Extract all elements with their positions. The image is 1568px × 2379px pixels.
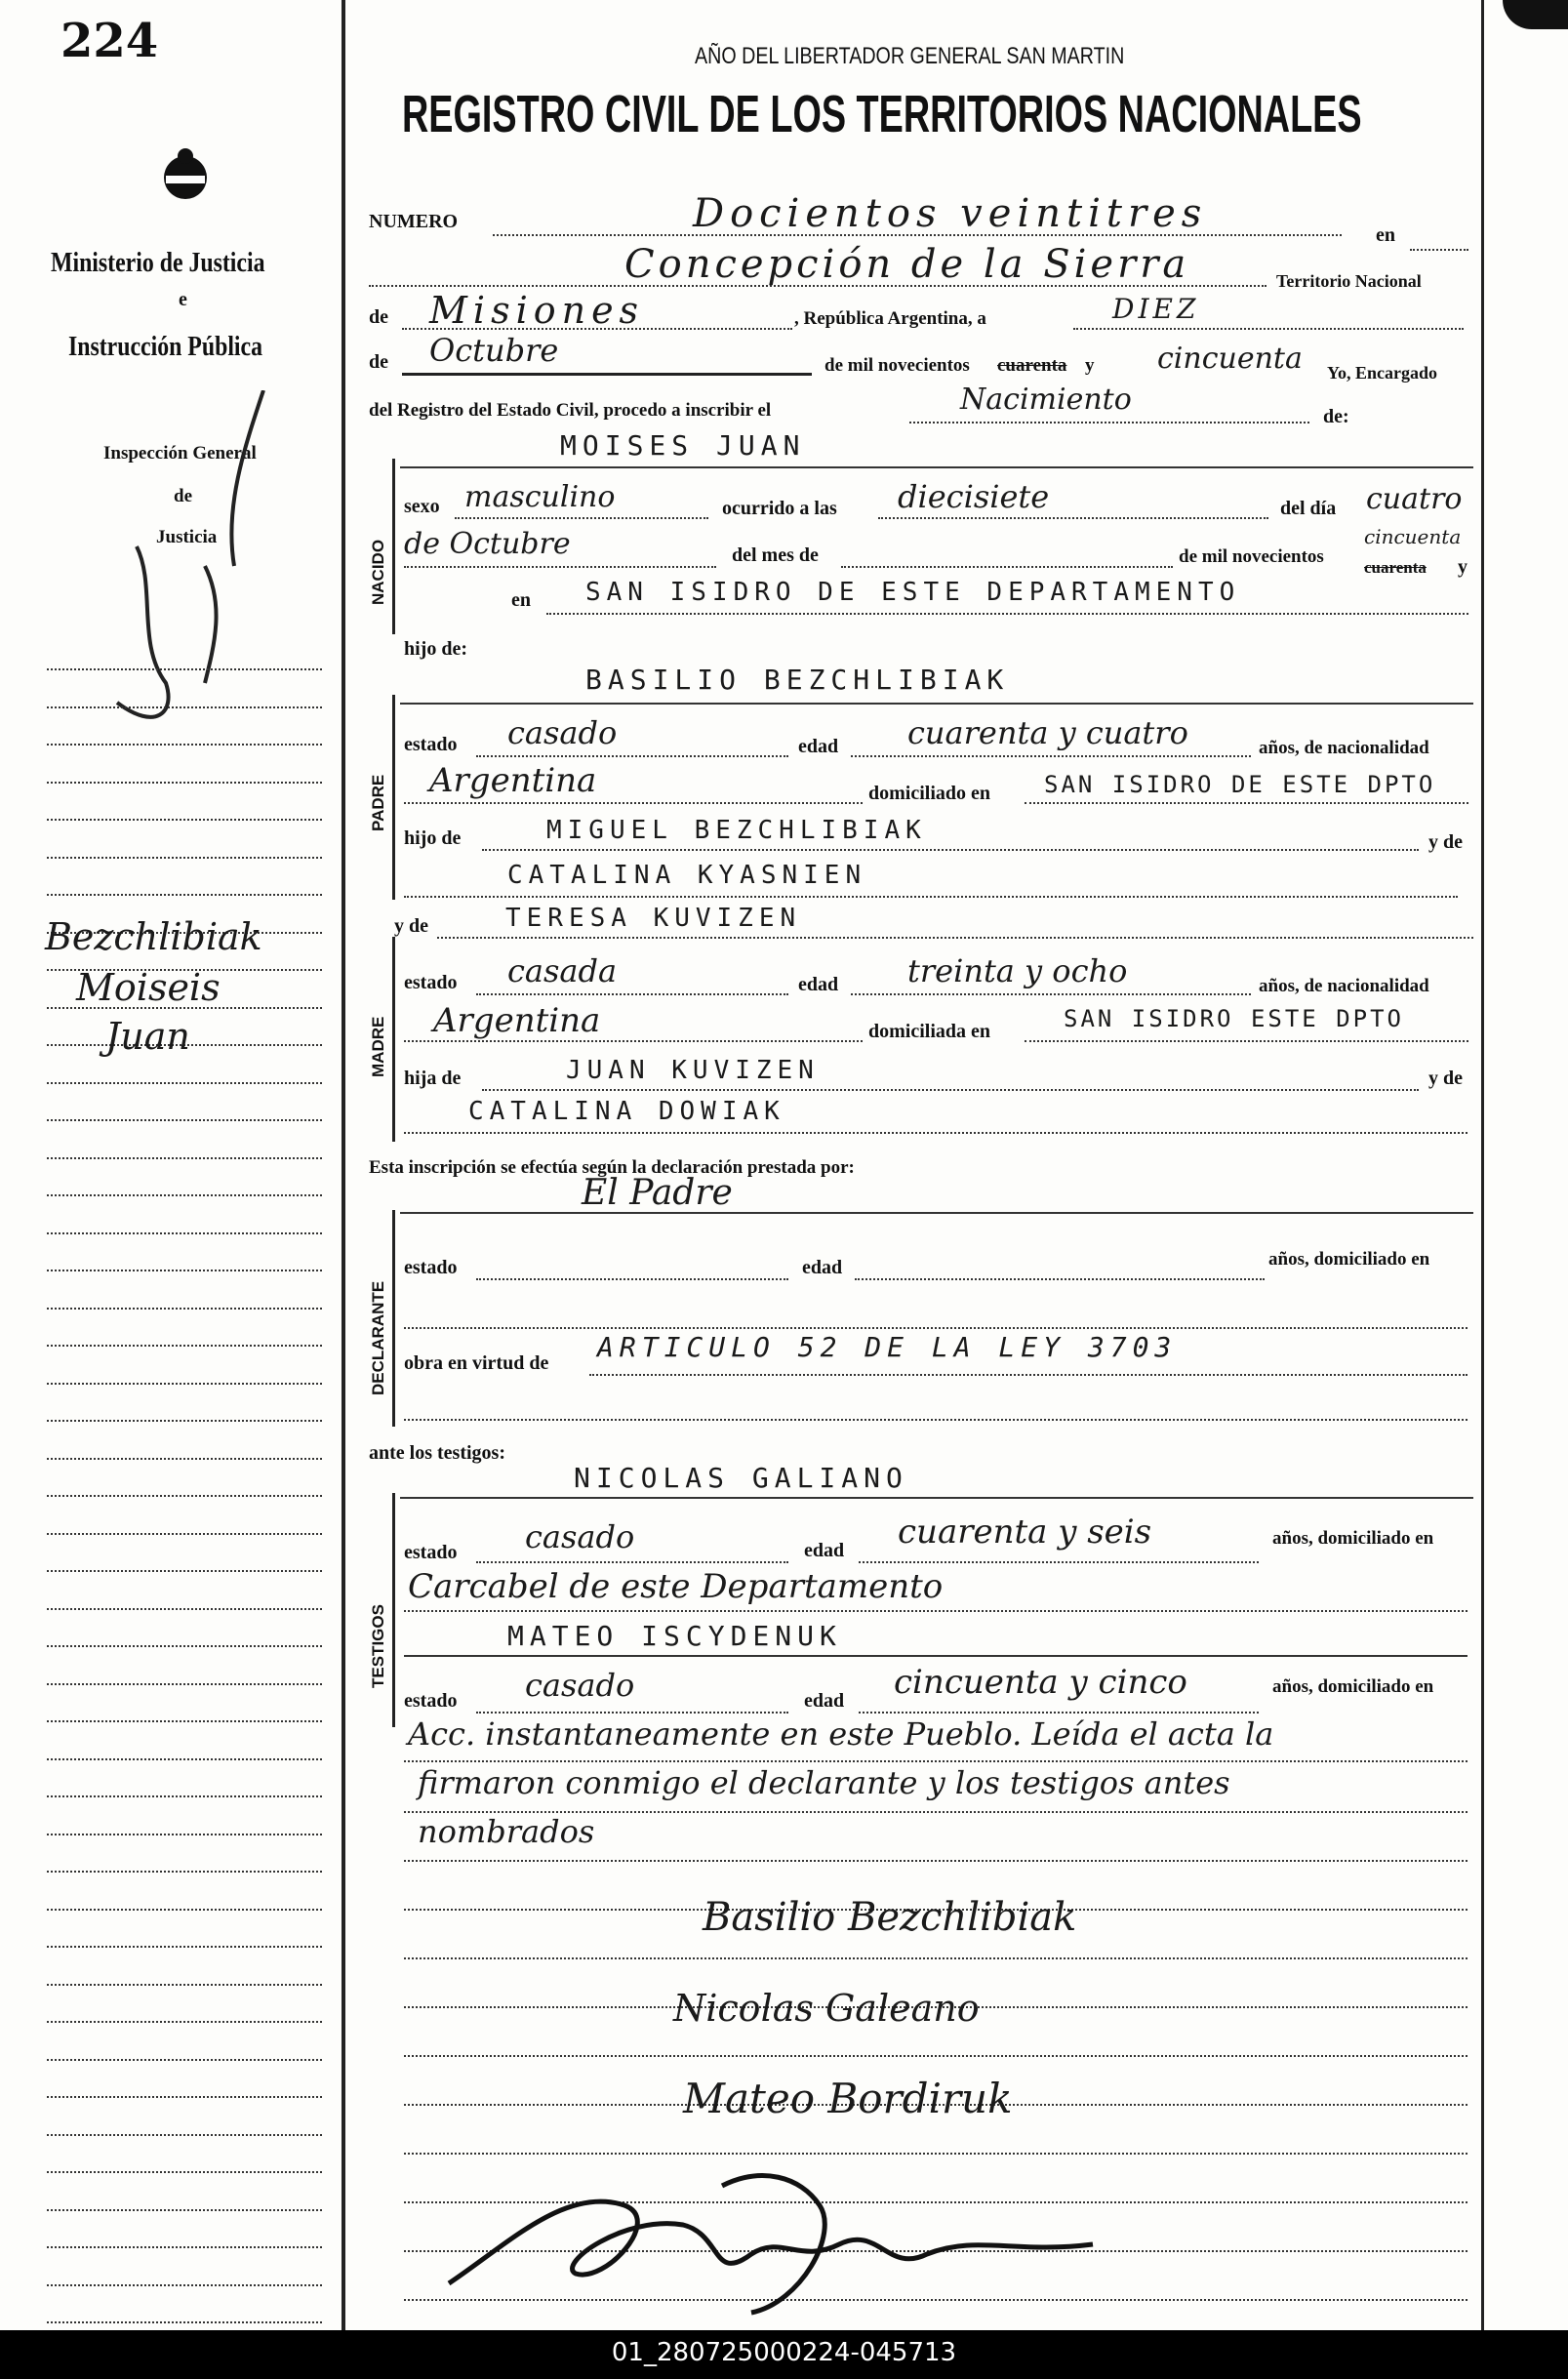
field-declarante: El Padre — [582, 1173, 733, 1213]
section-testigos: TESTIGOS — [369, 1604, 387, 1688]
margin-line — [47, 2059, 322, 2061]
label-sexo: sexo — [404, 496, 440, 517]
margin-line — [47, 1119, 322, 1121]
margin-line — [47, 744, 322, 746]
label-del-registro: del Registro del Estado Civil, procedo a inscribir el — [369, 400, 772, 421]
label-inscripcion: Esta inscripción se efectúa según la declaración prestada por: — [369, 1157, 855, 1178]
field-testigo1-edad: cuarenta y seis — [898, 1512, 1152, 1552]
label-decl-estado: estado — [404, 1257, 458, 1278]
closing-line3: nombrados — [418, 1813, 595, 1850]
field-obra: ARTICULO 52 DE LA LEY 3703 — [597, 1331, 1178, 1363]
margin-line — [47, 1082, 322, 1084]
margin-line — [47, 1232, 322, 1234]
field-madre-nombre: TERESA KUVIZEN — [505, 904, 802, 933]
label-del-mes: del mes de — [732, 544, 819, 566]
margin-line — [47, 2096, 322, 2098]
margin-line — [47, 1834, 322, 1835]
corner-mark — [1503, 0, 1568, 29]
label-padre-estado: estado — [404, 734, 458, 755]
label-y-2: y — [1458, 556, 1467, 578]
margin-line — [47, 1194, 322, 1196]
ministry-line2: e — [179, 289, 187, 310]
label-madre-anos: años, de nacionalidad — [1259, 976, 1429, 996]
closing-line1: Acc. instantaneamente en este Pueblo. Leída el acta la — [408, 1715, 1274, 1753]
field-padre-madre: CATALINA KYASNIEN — [507, 861, 867, 890]
label-de-mil: de mil novecientos — [824, 355, 970, 376]
label-numero: NUMERO — [369, 211, 459, 232]
label-decl-anos: años, domiciliado en — [1268, 1249, 1430, 1270]
right-border — [1481, 0, 1484, 2330]
field-padre-nombre: BASILIO BEZCHLIBIAK — [585, 664, 1010, 696]
label-en-nac: en — [511, 589, 531, 611]
field-dia: DIEZ — [1112, 293, 1200, 325]
label-territorio: Territorio Nacional — [1276, 271, 1422, 291]
label-cuarenta-2: cuarenta — [1364, 558, 1427, 577]
label-t1-anos: años, domiciliado en — [1272, 1528, 1434, 1549]
label-de-mil-2: de mil novecientos — [1179, 546, 1324, 567]
field-numero: Docientos veintitres — [693, 191, 1208, 236]
label-de-2: de — [369, 351, 388, 373]
margin-line — [47, 1157, 322, 1159]
label-madre-hija-de: hija de — [404, 1068, 462, 1089]
margin-line — [47, 1308, 322, 1310]
margin-name-first: Moiseis — [76, 966, 221, 1009]
ministry-line1: Ministerio de Justicia — [51, 248, 265, 278]
margin-line — [47, 1383, 322, 1385]
margin-line — [47, 1270, 322, 1271]
field-sexo: masculino — [464, 480, 616, 514]
label-t2-estado: estado — [404, 1690, 458, 1712]
margin-line — [47, 1458, 322, 1460]
margin-line — [47, 2321, 322, 2323]
margin-line — [47, 819, 322, 821]
label-madre-edad: edad — [798, 974, 839, 995]
label-madre-dom: domiciliada en — [868, 1021, 991, 1042]
label-padre-y-de: y de — [1428, 831, 1463, 853]
margin-line — [47, 706, 322, 708]
field-madre-nac: Argentina — [433, 1001, 601, 1040]
field-mes: Octubre — [429, 332, 559, 369]
field-testigo1-estado: casado — [525, 1518, 635, 1555]
label-de-colon: de: — [1323, 406, 1349, 427]
field-lugar-nac: SAN ISIDRO DE ESTE DEPARTAMENTO — [585, 578, 1241, 607]
section-declarante: DECLARANTE — [369, 1280, 387, 1395]
section-madre: MADRE — [369, 1016, 387, 1077]
signature-witness2: Mateo Bordiruk — [683, 2075, 1013, 2122]
field-madre-estado: casada — [507, 952, 618, 989]
margin-line — [47, 1420, 322, 1422]
signature-witness1: Nicolas Galeano — [673, 1987, 980, 2030]
label-t1-estado: estado — [404, 1542, 458, 1563]
margin-line — [47, 1909, 322, 1911]
field-mes-nac: de Octubre — [404, 527, 571, 561]
registry-title: REGISTRO CIVIL DE LOS TERRITORIOS NACIONALES — [402, 85, 1362, 143]
margin-line — [47, 1533, 322, 1535]
field-territorio: Misiones — [429, 289, 645, 332]
label-del-dia: del día — [1280, 498, 1337, 519]
inspection-line3: Justicia — [156, 527, 218, 547]
label-ante-testigos: ante los testigos: — [369, 1442, 505, 1464]
margin-line — [47, 1720, 322, 1722]
margin-line — [47, 2134, 322, 2136]
label-cuarenta-struck: cuarenta — [997, 355, 1067, 376]
label-obra: obra en virtud de — [404, 1352, 549, 1374]
margin-name-second: Juan — [105, 1015, 190, 1058]
margin-line — [47, 1984, 322, 1986]
year-motto: AÑO DEL LIBERTADOR GENERAL SAN MARTIN — [695, 43, 1125, 69]
field-nombre: MOISES JUAN — [560, 429, 806, 462]
field-padre-nac: Argentina — [429, 761, 597, 800]
field-testigo1-dom: Carcabel de este Departamento — [408, 1567, 944, 1606]
field-madre-madre: CATALINA DOWIAK — [468, 1097, 785, 1126]
field-tipo: Nacimiento — [960, 383, 1132, 417]
signature-father: Basilio Bezchlibiak — [703, 1895, 1077, 1940]
label-republica: , República Argentina, a — [794, 308, 986, 329]
section-nacido: NACIDO — [369, 539, 387, 605]
margin-line — [47, 1795, 322, 1797]
margin-separator — [342, 0, 345, 2330]
field-madre-dom: SAN ISIDRO ESTE DPTO — [1064, 1005, 1404, 1032]
field-padre-edad: cuarenta y cuatro — [907, 714, 1188, 751]
margin-line — [47, 1871, 322, 1873]
label-t1-edad: edad — [804, 1540, 845, 1561]
field-padre-estado: casado — [507, 714, 618, 751]
label-padre-edad: edad — [798, 736, 839, 757]
field-anio-nac: cincuenta — [1364, 525, 1462, 548]
page-number: 224 — [60, 14, 159, 68]
field-padre-padre: MIGUEL BEZCHLIBIAK — [546, 816, 927, 845]
field-madre-padre: JUAN KUVIZEN — [566, 1056, 820, 1085]
margin-line — [47, 857, 322, 859]
section-padre: PADRE — [369, 774, 387, 831]
label-hijo-de: hijo de: — [404, 638, 467, 660]
margin-line — [47, 1495, 322, 1497]
label-yo-encargado: Yo, Encargado — [1327, 363, 1438, 383]
label-decl-edad: edad — [802, 1257, 843, 1278]
field-testigo2-estado: casado — [525, 1667, 635, 1704]
label-t2-edad: edad — [804, 1690, 845, 1712]
margin-name-surname: Bezchlibiak — [45, 915, 262, 958]
field-madre-edad: treinta y ocho — [907, 952, 1128, 989]
field-hora: diecisiete — [898, 478, 1050, 515]
margin-line — [47, 2021, 322, 2023]
field-lugar: Concepción de la Sierra — [624, 242, 1190, 287]
margin-line — [47, 1570, 322, 1572]
label-madre-y-de: y de — [394, 915, 428, 937]
label-t2-anos: años, domiciliado en — [1272, 1676, 1434, 1697]
label-ocurrido: ocurrido a las — [722, 498, 837, 519]
field-anio: cincuenta — [1157, 342, 1303, 376]
margin-line — [47, 2171, 322, 2173]
margin-line — [47, 1645, 322, 1647]
margin-scribble — [98, 390, 273, 761]
label-en: en — [1376, 224, 1395, 246]
field-dia-nac: cuatro — [1366, 482, 1463, 516]
margin-line — [47, 894, 322, 896]
ministry-line3: Instrucción Pública — [68, 332, 263, 362]
margin-line — [47, 2246, 322, 2248]
margin-line — [47, 1345, 322, 1347]
label-madre-y-de-2: y de — [1428, 1068, 1463, 1089]
field-testigo2: MATEO ISCYDENUK — [507, 1620, 842, 1652]
field-testigo2-edad: cincuenta y cinco — [894, 1663, 1187, 1702]
margin-line — [47, 1946, 322, 1948]
margin-line — [47, 782, 322, 784]
closing-line2: firmaron conmigo el declarante y los testigos antes — [418, 1764, 1230, 1801]
label-madre-estado: estado — [404, 972, 458, 993]
margin-line — [47, 1683, 322, 1685]
margin-line — [47, 2284, 322, 2286]
margin-line — [47, 2209, 322, 2211]
field-padre-dom: SAN ISIDRO DE ESTE DPTO — [1044, 771, 1436, 798]
field-testigo1: NICOLAS GALIANO — [574, 1462, 908, 1494]
label-de-1: de — [369, 306, 388, 328]
registrar-signature — [429, 2127, 1132, 2322]
label-padre-anos: años, de nacionalidad — [1259, 738, 1429, 758]
margin-line — [47, 668, 322, 670]
margin-line — [47, 1608, 322, 1610]
inspection-line1: Inspección General — [103, 443, 257, 464]
label-padre-hijo-de: hijo de — [404, 827, 462, 849]
inspection-line2: de — [174, 486, 192, 506]
label-y: y — [1085, 355, 1095, 376]
national-emblem-icon — [158, 146, 213, 201]
label-padre-dom: domiciliado en — [868, 783, 991, 804]
footer-code: 01_280725000224-045713 — [611, 2338, 957, 2367]
margin-line — [47, 1758, 322, 1760]
